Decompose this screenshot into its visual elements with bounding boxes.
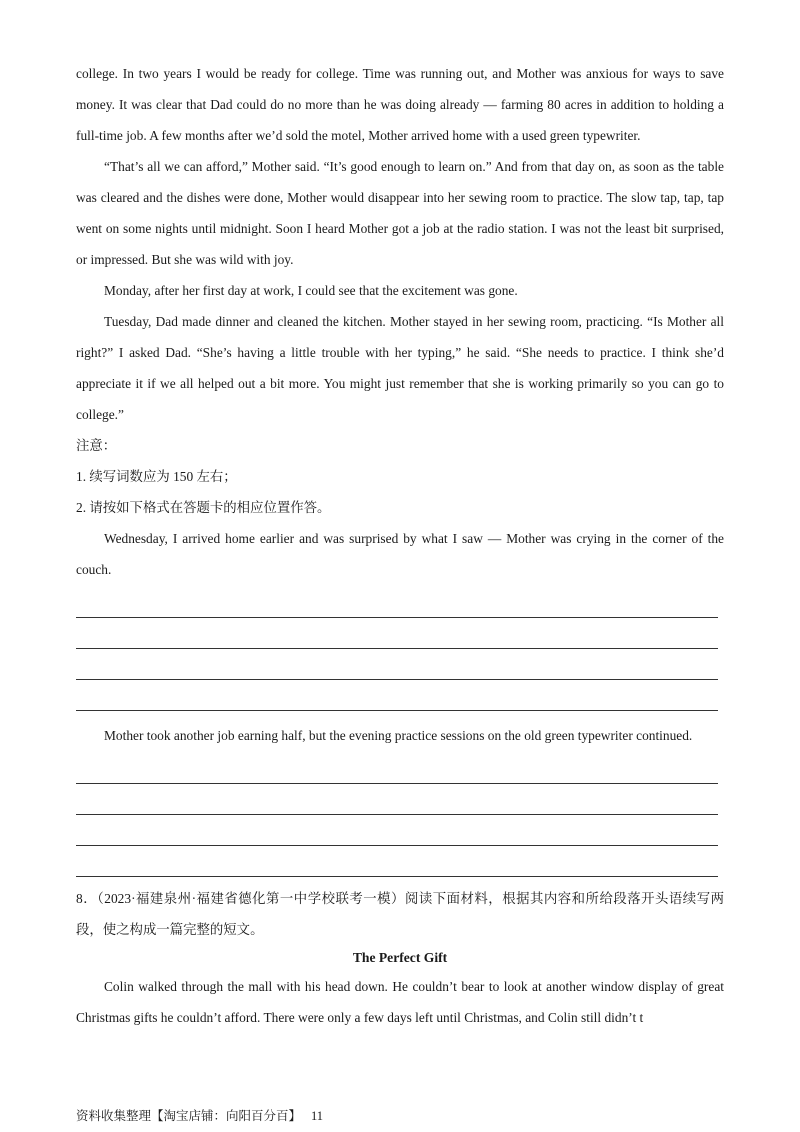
document-content — [76, 58, 724, 1033]
passage-paragraph-3: Monday, after her first day at work, I could see that the excitement was gone. — [104, 283, 518, 298]
page-footer — [76, 1106, 323, 1124]
footer-label: 资料收集整理【淘宝店铺：向阳百分百】 — [76, 1108, 302, 1123]
answer-line[interactable] — [76, 846, 718, 877]
passage-paragraph-4: Tuesday, Dad made dinner and cleaned the kitchen. Mother stayed in her sewing room, practicing. “Is Mother all right?” I asked Dad. “She’s having a little trouble with her typing,” he said. “She needs to practice. I think she’d appreciate it if we all helped out a bit more. You might just remember that she is working primarily so you can go to college.” — [76, 314, 724, 422]
notes-item-2: 2. 请按如下格式在答题卡的相应位置作答。 — [76, 500, 331, 515]
answer-line[interactable] — [76, 587, 718, 618]
page-number: 11 — [311, 1109, 324, 1123]
story-paragraph: Colin walked through the mall with his head down. He couldn’t bear to look at another window display of great Christmas gifts he couldn’t afford. There were only a few days left until Christmas, and Colin still didn’t t — [76, 979, 724, 1025]
notes-heading: 注意： — [76, 438, 117, 453]
answer-line[interactable] — [76, 753, 718, 784]
story-title: The Perfect Gift — [352, 950, 448, 965]
passage-paragraph-2: “That’s all we can afford,” Mother said. “It’s good enough to learn on.” And from that day on, as soon as the table was cleared and the dishes were done, Mother would disappear into her sewing room to practice. The slow tap, tap, tap went on some nights until midnight. Soon I heard Mother got a job at the radio station. I was not the least bit surprised, or impressed. But she was wild with joy. — [76, 159, 724, 267]
passage-paragraph-1: college. In two years I would be ready for college. Time was running out, and Mother was anxious for ways to save money. It was clear that Dad could do no more than he was doing already — farming 80 acres in addition to holding a full-time job. A few months after we’d sold the motel, Mother arrived home with a used green typewriter. — [76, 66, 724, 143]
answer-line[interactable] — [76, 815, 718, 846]
paragraph-1-opening: Wednesday, I arrived home earlier and was surprised by what I saw — Mother was crying in the corner of the couch. — [76, 531, 724, 577]
question-8-instructions: 8．（2023·福建泉州·福建省德化第一中学校联考一模）阅读下面材料，根据其内容和所给段落开头语续写两段，使之构成一篇完整的短文。 — [76, 891, 724, 937]
answer-line[interactable] — [76, 618, 718, 649]
answer-lines-2 — [76, 751, 724, 877]
answer-line[interactable] — [76, 649, 718, 680]
paragraph-2-opening: Mother took another job earning half, but the evening practice sessions on the old green typewriter continued. — [104, 728, 693, 743]
answer-line[interactable] — [76, 784, 718, 815]
answer-line[interactable] — [76, 680, 718, 711]
answer-lines-1 — [76, 585, 724, 711]
notes-item-1: 1. 续写词数应为 150 左右； — [76, 469, 237, 484]
